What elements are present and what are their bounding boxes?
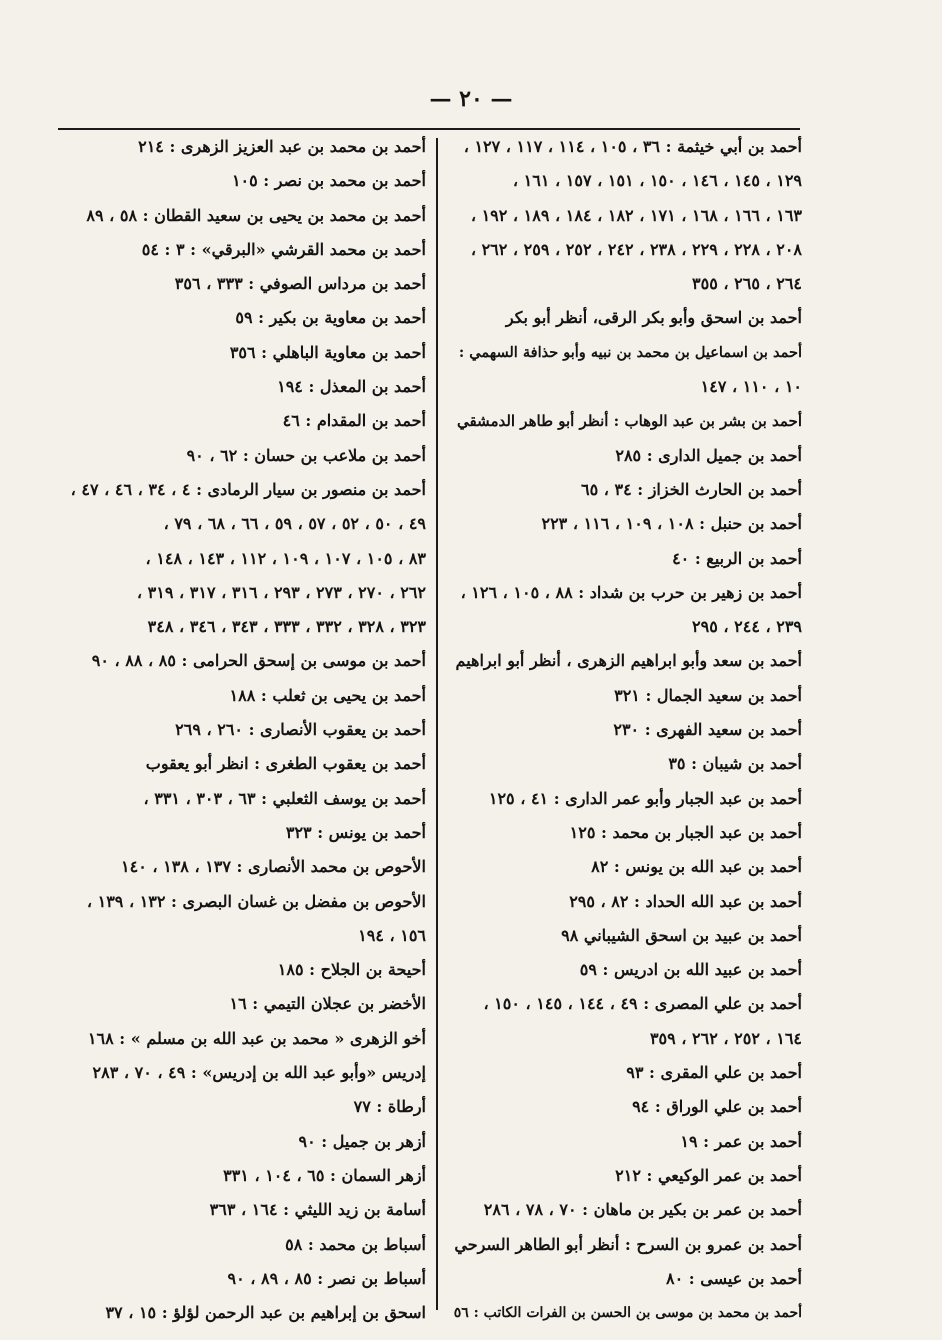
index-entry: ٨٣ ، ١٠٥ ، ١٠٧ ، ١٠٩ ، ١١٢ ، ١٤٣ ، ١٤٨ ، [145, 548, 426, 568]
index-column-left [60, 130, 426, 1330]
index-entry: أحمد بن المقدام : ٤٦ [282, 411, 426, 431]
index-entry: أحيحة بن الجلاح : ١٨٥ [277, 960, 426, 980]
index-entry: أحمد بن زهير بن حرب بن شداد : ٨٨ ، ١٠٥ ، ١٢٦ ، [460, 582, 802, 602]
index-entry: أحمد بن موسى بن إسحق الحرامى : ٨٥ ، ٨٨ ، ٩٠ [91, 651, 426, 671]
index-entry: أحمد بن يوسف الثعلبي : ٦٣ ، ٣٠٣ ، ٣٣١ ، [143, 788, 426, 808]
index-entry: أسباط بن محمد : ٥٨ [285, 1234, 426, 1254]
index-entry: أحمد بن معاوية الباهلي : ٣٥٦ [229, 342, 426, 362]
index-entry: أحمد بن عمرو بن السرح : أنظر أبو الطاهر السرحي [454, 1234, 802, 1254]
index-entry: ٢٦٤ ، ٢٦٥ ، ٣٥٥ [692, 274, 802, 294]
index-entry: ٤٩ ، ٥٠ ، ٥٢ ، ٥٧ ، ٥٩ ، ٦٦ ، ٦٨ ، ٧٩ ، [163, 514, 426, 534]
index-entry: أسامة بن زيد الليثي : ١٦٤ ، ٣٦٣ [209, 1200, 426, 1220]
index-entry: أحمد بن عبيد الله بن ادريس : ٥٩ [579, 960, 802, 980]
page-number: — ٢٠ — [429, 86, 513, 112]
index-entry: أحمد بن سعيد الجمال : ٣٢١ [614, 685, 802, 705]
index-entry: أحمد بن محمد بن يحيى بن سعيد القطان : ٥٨ ، ٨٩ [86, 205, 426, 225]
index-entry: أحمد بن عبد الجبار بن محمد : ١٢٥ [569, 822, 802, 842]
index-entry: أحمد بن حنبل : ١٠٨ ، ١٠٩ ، ١١٦ ، ٢٢٣ [541, 514, 802, 534]
index-entry: ١٢٩ ، ١٤٥ ، ١٤٦ ، ١٥٠ ، ١٥١ ، ١٥٧ ، ١٦١ ، [512, 171, 802, 191]
index-entry: أحمد بن محمد بن نصر : ١٠٥ [231, 171, 426, 191]
index-entry: أحمد بن شيبان : ٣٥ [668, 754, 802, 774]
index-entry: أحمد بن معاوية بن بكير : ٥٩ [235, 308, 426, 328]
index-entry: أخو الزهرى « محمد بن عبد الله بن مسلم » : ١٦٨ [87, 1028, 426, 1048]
index-entry: ٢٣٩ ، ٢٤٤ ، ٢٩٥ [692, 617, 802, 637]
index-entry: أحمد بن يحيى بن ثعلب : ١٨٨ [229, 685, 426, 705]
index-entry: اسحق بن إبراهيم بن عبد الرحمن لؤلؤ : ١٥ ، ٣٧ [105, 1303, 426, 1323]
index-entry: ٢٠٨ ، ٢٢٨ ، ٢٢٩ ، ٢٣٨ ، ٢٤٢ ، ٢٥٢ ، ٢٥٩ ، ٢٦٢ ، [470, 239, 802, 259]
index-entry: أحمد بن عيسى : ٨٠ [666, 1268, 802, 1288]
index-entry: أرطاة : ٧٧ [353, 1097, 426, 1117]
index-entry: أزهر بن جميل : ٩٠ [298, 1131, 426, 1151]
index-entry: أحمد بن جميل الدارى : ٢٨٥ [615, 445, 802, 465]
index-entry: أحمد بن اسماعيل بن محمد بن نبيه وأبو حذافة السهمي : [458, 343, 802, 361]
index-entry: أحمد بن عبد الله بن يونس : ٨٢ [591, 857, 802, 877]
index-entry: أزهر السمان : ٦٥ ، ١٠٤ ، ٣٣١ [223, 1165, 426, 1185]
index-entry: أحمد بن مرداس الصوفي : ٣٣٣ ، ٣٥٦ [174, 274, 426, 294]
index-entry: أحمد بن سعد وأبو ابراهيم الزهرى ، أنظر أبو ابراهيم [455, 651, 802, 671]
index-entry: الأحوص بن محمد الأنصارى : ١٣٧ ، ١٣٨ ، ١٤٠ [121, 857, 426, 877]
index-entry: أحمد بن عمر : ١٩ [680, 1131, 802, 1151]
index-entry: أحمد بن أبي خيثمة : ٣٦ ، ١٠٥ ، ١١٤ ، ١١٧ ، ١٢٧ ، [463, 137, 802, 156]
index-entry: أحمد بن الربيع : ٤٠ [672, 548, 802, 568]
index-entry: أحمد بن علي المصرى : ٤٩ ، ١٤٤ ، ١٤٥ ، ١٥٠ ، [483, 994, 802, 1014]
index-entry: أحمد بن عمر بن بكير بن ماهان : ٧٠ ، ٧٨ ، ٢٨٦ [483, 1200, 802, 1220]
index-entry: أحمد بن سعيد الفهرى : ٢٣٠ [613, 720, 802, 740]
index-entry: أحمد بن عبيد بن اسحق الشيباني ٩٨ [561, 925, 802, 945]
index-entry: أحمد بن بشر بن عبد الوهاب : أنظر أبو طاهر الدمشقي [456, 412, 802, 431]
index-entry: أحمد بن محمد بن موسى بن الحسن بن الفرات الكاتب : ٥٦ [453, 1305, 802, 1322]
index-entry: ٣٢٣ ، ٣٢٨ ، ٣٣٢ ، ٣٣٣ ، ٣٤٣ ، ٣٤٦ ، ٣٤٨ [147, 617, 426, 637]
index-entry: ١٠ ، ١١٠ ، ١٤٧ [700, 377, 802, 397]
index-entry: الأحوص بن مفضل بن غسان البصرى : ١٣٢ ، ١٣٩ ، [86, 891, 426, 911]
index-entry: أحمد بن محمد بن عبد العزيز الزهرى : ٢١٤ [138, 137, 426, 156]
index-entry: الأخضر بن عجلان التيمي : ١٦ [229, 994, 426, 1014]
index-entry: ١٦٤ ، ٢٥٢ ، ٢٦٢ ، ٣٥٩ [649, 1028, 802, 1048]
index-entry: أحمد بن يعقوب الطغرى : انظر أبو يعقوب [145, 754, 426, 774]
index-entry: أحمد بن محمد القرشي «البرقي» : ٣ : ٥٤ [141, 239, 426, 259]
index-entry: أحمد بن الحارث الخزاز : ٣٤ ، ٦٥ [580, 479, 802, 499]
index-entry: أحمد بن علي المقرى : ٩٣ [626, 1063, 802, 1083]
index-entry: أحمد بن علي الوراق : ٩٤ [632, 1097, 802, 1117]
column-divider [436, 138, 438, 1310]
index-entry: أحمد بن يعقوب الأنصارى : ٢٦٠ ، ٢٦٩ [175, 720, 426, 740]
index-entry: ٢٦٢ ، ٢٧٠ ، ٢٧٣ ، ٢٩٣ ، ٣١٦ ، ٣١٧ ، ٣١٩ ، [136, 582, 426, 602]
index-entry: أحمد بن عبد الله الحداد : ٨٢ ، ٢٩٥ [569, 891, 802, 911]
index-entry: أحمد بن اسحق وأبو بكر الرقى، أنظر أبو بكر [505, 308, 802, 328]
index-entry: ١٦٣ ، ١٦٦ ، ١٦٨ ، ١٧١ ، ١٨٢ ، ١٨٤ ، ١٨٩ ، ١٩٢ ، [470, 205, 802, 225]
index-entry: أحمد بن ملاعب بن حسان : ٦٢ ، ٩٠ [186, 445, 426, 465]
index-entry: أسباط بن نصر : ٨٥ ، ٨٩ ، ٩٠ [227, 1268, 426, 1288]
index-entry: أحمد بن عبد الجبار وأبو عمر الدارى : ٤١ ، ١٢٥ [488, 788, 802, 808]
index-entry: أحمد بن منصور بن سيار الرمادى : ٤ ، ٣٤ ، ٤٦ ، ٤٧ ، [70, 479, 426, 499]
index-entry: أحمد بن عمر الوكيعي : ٢١٢ [615, 1165, 802, 1185]
index-column-right [450, 130, 802, 1330]
index-entry: ١٥٦ ، ١٩٤ [358, 925, 426, 945]
index-entry: إدريس «وأبو عبد الله بن إدريس» : ٤٩ ، ٧٠ ، ٢٨٣ [92, 1063, 426, 1083]
index-entry: أحمد بن يونس : ٣٢٣ [285, 822, 426, 842]
index-entry: أحمد بن المعذل : ١٩٤ [277, 377, 426, 397]
